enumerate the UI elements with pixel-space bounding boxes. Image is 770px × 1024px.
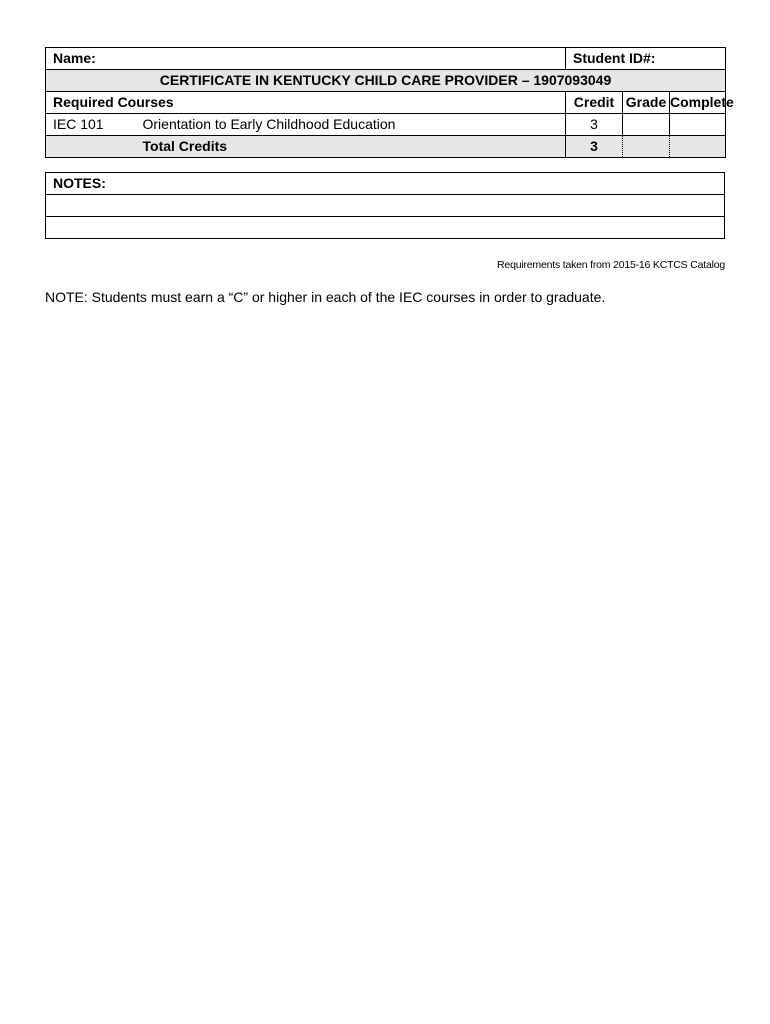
- program-title-row: [46, 70, 726, 92]
- name-label: Name:: [53, 50, 96, 66]
- total-row: [46, 136, 726, 158]
- student-info-row: [46, 48, 726, 70]
- total-credits-value: 3: [566, 136, 623, 158]
- course-requirements-table: [45, 47, 734, 158]
- course-grade-cell[interactable]: [623, 114, 670, 136]
- column-header-row: [46, 92, 726, 114]
- student-id-label: Student ID#:: [573, 50, 656, 66]
- program-title: CERTIFICATE IN KENTUCKY CHILD CARE PROVIDER – 1907093049: [46, 70, 726, 92]
- course-credit: 3: [566, 114, 623, 136]
- course-complete-cell[interactable]: [670, 114, 726, 136]
- name-field[interactable]: [46, 48, 566, 70]
- total-spacer: [46, 136, 136, 158]
- course-code: IEC 101: [46, 114, 136, 136]
- complete-header: Complete: [670, 92, 726, 114]
- total-credits-label: Total Credits: [136, 136, 566, 158]
- notes-table: [45, 172, 725, 239]
- notes-label: NOTES:: [46, 173, 725, 195]
- required-courses-header: Required Courses: [46, 92, 566, 114]
- total-grade-cell: [623, 136, 670, 158]
- course-title: Orientation to Early Childhood Education: [136, 114, 566, 136]
- course-row: [46, 114, 726, 136]
- notes-line-2[interactable]: [46, 217, 725, 239]
- credit-header: Credit: [566, 92, 623, 114]
- grade-header: Grade: [623, 92, 670, 114]
- total-complete-cell: [670, 136, 726, 158]
- notes-line-row: [46, 195, 725, 217]
- notes-line-1[interactable]: [46, 195, 725, 217]
- notes-header-row: [46, 173, 725, 195]
- graduation-requirement-note: NOTE: Students must earn a “C” or higher in each of the IEC courses in order to graduate.: [45, 289, 606, 305]
- catalog-source-note: Requirements taken from 2015-16 KCTCS Catalog: [497, 259, 725, 271]
- notes-line-row: [46, 217, 725, 239]
- student-id-field[interactable]: [566, 48, 726, 70]
